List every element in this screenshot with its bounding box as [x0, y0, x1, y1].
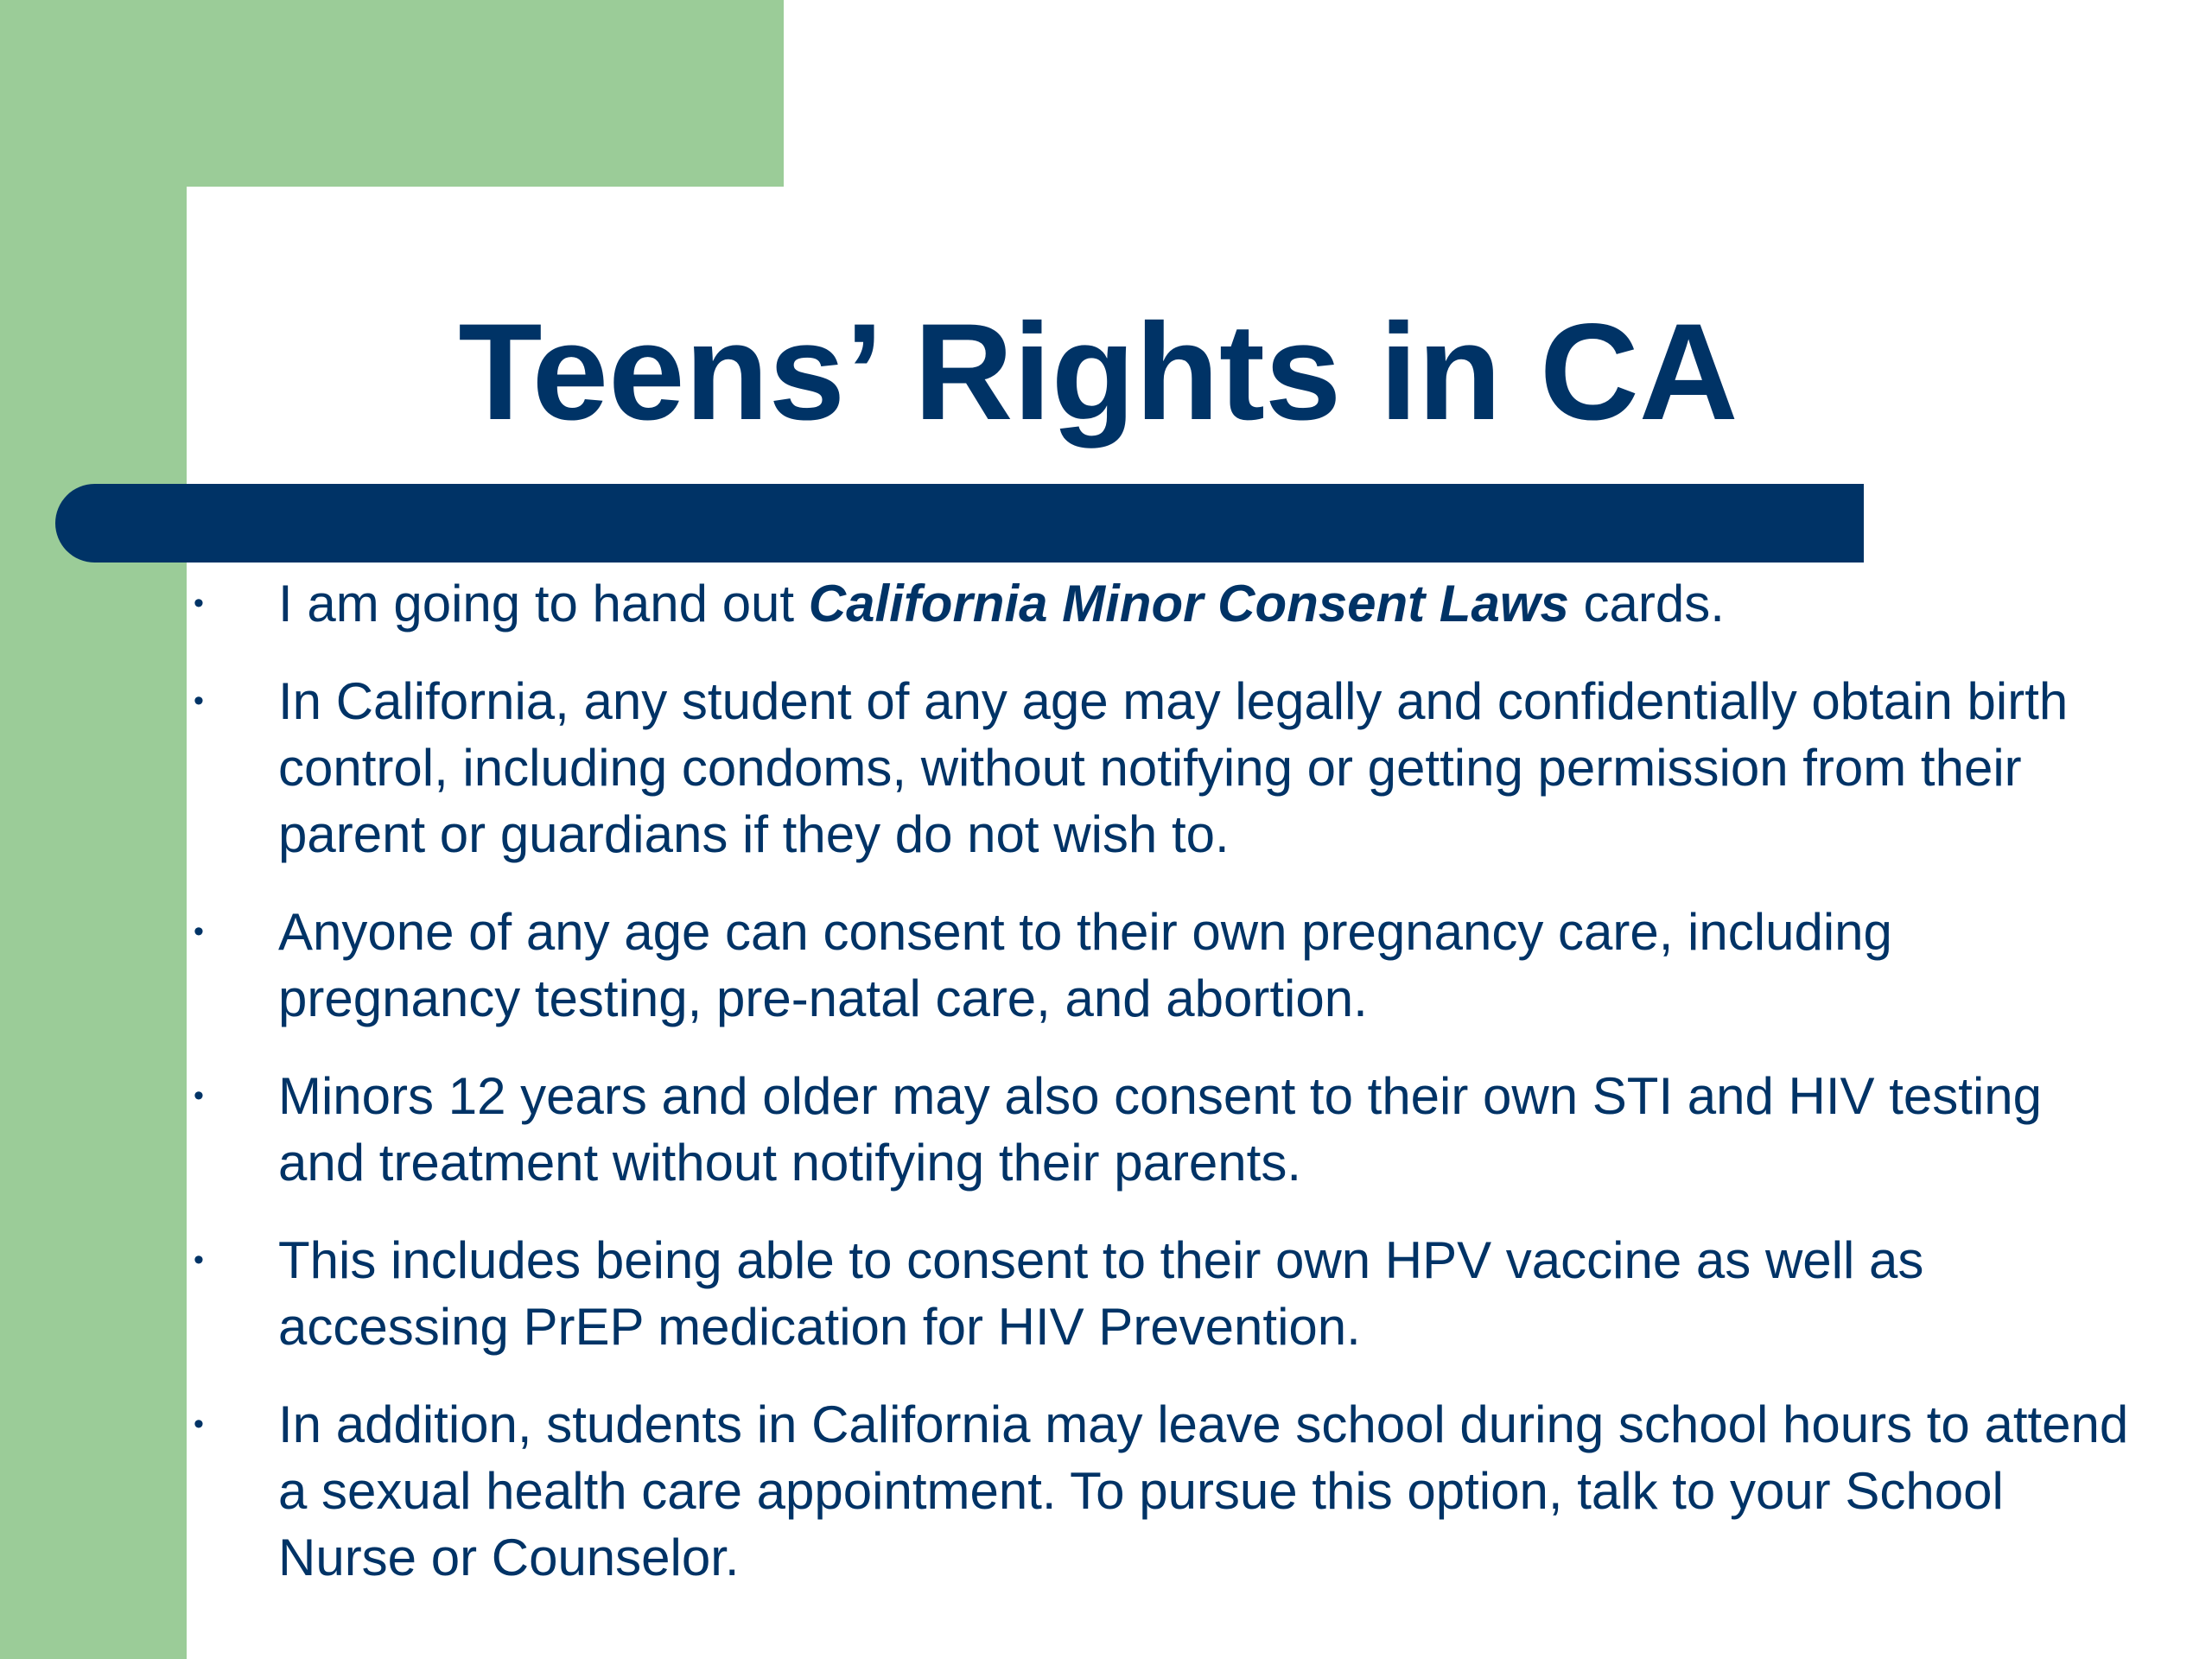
bullet-item-birth-control — [194, 668, 2138, 868]
bullet-text — [278, 570, 2138, 637]
bullet-item-sti-hiv-testing — [194, 1063, 2138, 1196]
minor-consent-laws-emphasis: California Minor Consent Laws — [808, 575, 1569, 632]
bullet-marker: • — [194, 1408, 204, 1440]
bullet-text: This includes being able to consent to their own HPV vaccine as well as accessing PrEP medication for HIV Prevention. — [278, 1231, 1924, 1356]
bullet-text-before-emphasis: I am going to hand out — [278, 575, 809, 632]
bullet-item-school-hours — [194, 1391, 2138, 1591]
bullet-marker: • — [194, 915, 204, 948]
bullet-item-hpv-prep — [194, 1227, 2138, 1360]
bullet-marker: • — [194, 1079, 204, 1112]
bullet-text: In addition, students in California may leave school during school hours to attend a sexual health care appointment. To pursue this option, talk to your School Nurse or Counselor. — [278, 1395, 2129, 1586]
bullet-marker: • — [194, 587, 204, 620]
bullet-item-minor-consent-cards — [194, 570, 2138, 637]
title-divider-bar — [55, 484, 1864, 563]
bullet-text: In California, any student of any age may legally and confidentially obtain birth control, including condoms, without notifying or getting permission from their parent or guardians if they do not wish to. — [278, 672, 2069, 863]
bullet-item-pregnancy-care — [194, 899, 2138, 1032]
bullet-marker: • — [194, 1243, 204, 1276]
bullet-text: Minors 12 years and older may also consent to their own STI and HIV testing and treatment without notifying their parents. — [278, 1067, 2043, 1192]
bullet-text: Anyone of any age can consent to their own pregnancy care, including pregnancy testing, pre-natal care, and abortion. — [278, 903, 1892, 1027]
bullet-text-after-emphasis: cards. — [1568, 575, 1725, 632]
bullet-marker: • — [194, 684, 204, 717]
bullet-list — [194, 570, 2138, 1622]
slide-title: Teens’ Rights in CA — [458, 295, 1738, 448]
green-left-sidebar — [0, 0, 187, 1659]
